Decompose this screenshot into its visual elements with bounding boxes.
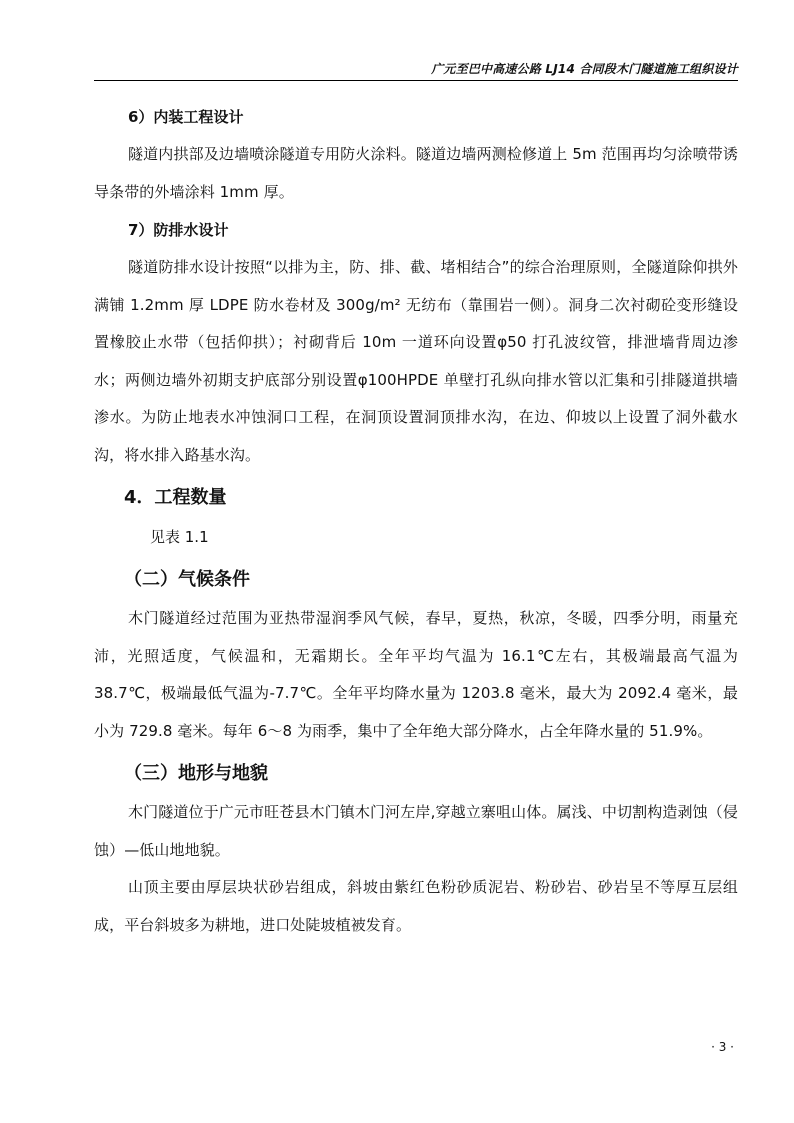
table-reference: 见表 1.1 (150, 528, 209, 546)
page-number: · 3 · (711, 1040, 734, 1054)
paragraph-waterproofing: 隧道防排水设计按照“以排为主，防、排、截、堵相结合”的综合治理原则，全隧道除仰拱外满铺 1.2mm 厚 LDPE 防水卷材及 300g/m² 无纺布（靠围岩一侧）。洞身二次衬砌砼变形缝设置橡胶止水带（包括仰拱）；衬砌背后 10m 一道环向设置φ50 打孔波纹管，排泄墙背周边渗水；两侧边墙外初期支护底部分别设置φ100HPDE 单壁打孔纵向排水管以汇集和引排隧道拱墙渗水。为防止地表水冲蚀洞口工程，在洞顶设置洞顶排水沟，在边、仰坡以上设置了洞外截水沟，将水排入路基水沟。 (94, 258, 738, 464)
paragraph-terrain-2: 山顶主要由厚层块状砂岩组成，斜坡由紫红色粉砂质泥岩、粉砂岩、砂岩呈不等厚互层组成，平台斜坡多为耕地，进口处陡坡植被发育。 (94, 878, 738, 934)
header-title: 广元至巴中高速公路 LJ14 合同段木门隧道施工组织设计 (431, 62, 738, 76)
heading-terrain: （三）地形与地貌 (124, 763, 268, 784)
paragraph-climate: 木门隧道经过范围为亚热带湿润季风气候，春早，夏热，秋凉，冬暖，四季分明，雨量充沛，光照适度，气候温和，无霜期长。全年平均气温为 16.1℃左右，其极端最高气温为 38.7℃，极端最低气温为-7.7℃。全年平均降水量为 1203.8 毫米，最大为 2092.4 毫米，最小为 729.8 毫米。每年 6～8 为雨季，集中了全年绝大部分降水，占全年降水量的 51.9%。 (94, 609, 738, 740)
page-header (94, 58, 738, 81)
page-content (94, 98, 738, 944)
heading-waterproofing: 7）防排水设计 (128, 221, 229, 239)
paragraph-terrain-1: 木门隧道位于广元市旺苍县木门镇木门河左岸,穿越立寨咀山体。属浅、中切割构造剥蚀（侵蚀）—低山地地貌。 (94, 803, 738, 859)
heading-climate: （二）气候条件 (124, 569, 250, 590)
heading-interior-design: 6）内装工程设计 (128, 108, 244, 126)
paragraph-interior-design: 隧道内拱部及边墙喷涂隧道专用防火涂料。隧道边墙两测检修道上 5m 范围再均匀涂喷带诱导条带的外墙涂料 1mm 厚。 (94, 145, 738, 201)
heading-quantities: 4．工程数量 (124, 487, 227, 508)
